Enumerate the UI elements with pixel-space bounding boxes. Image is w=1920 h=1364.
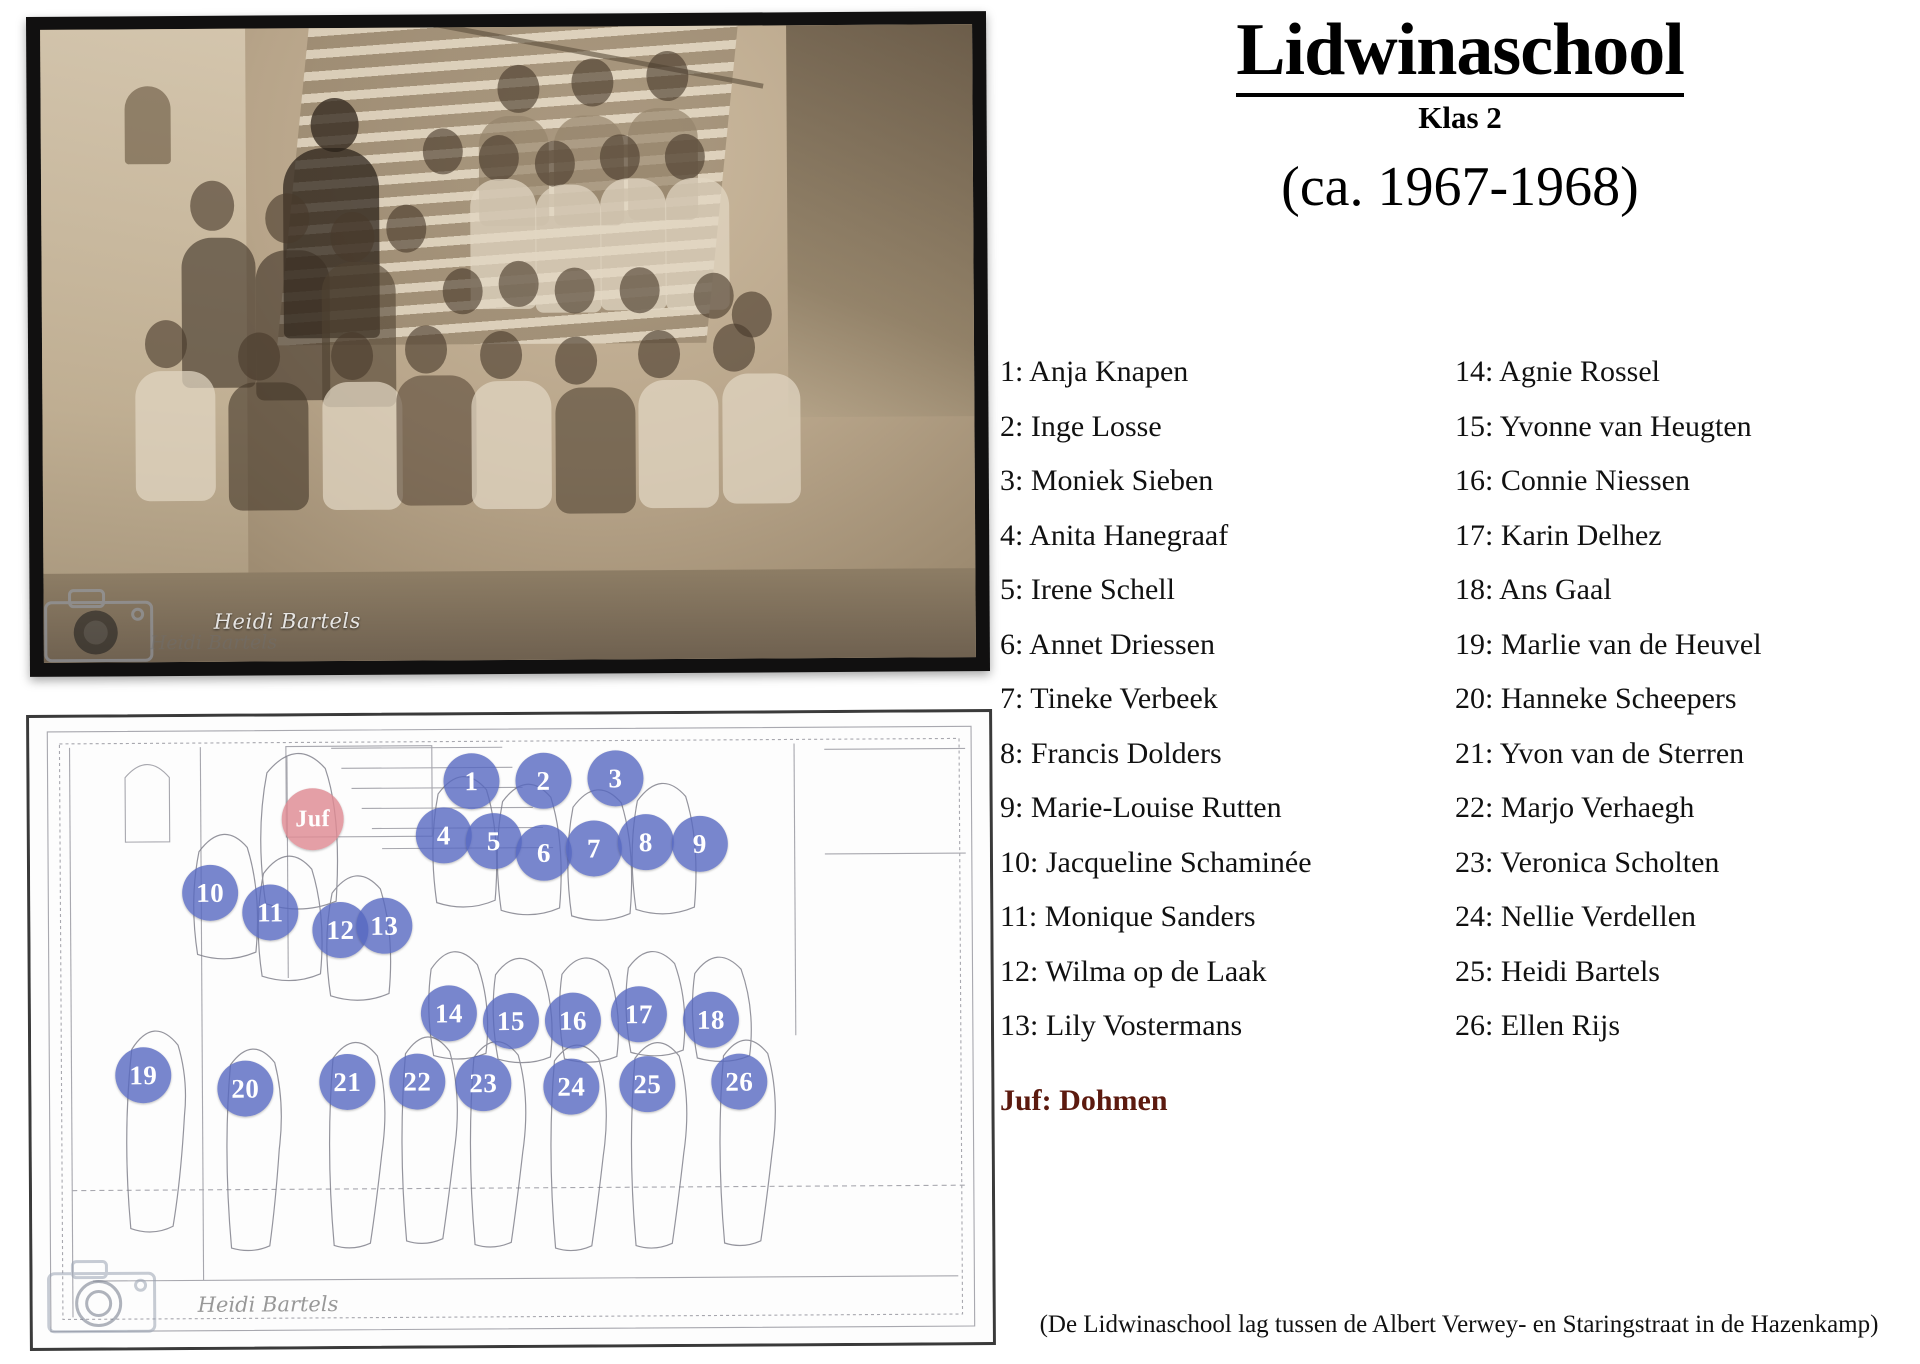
photo-child (554, 267, 594, 313)
sketch-marker-14[interactable] (421, 985, 477, 1041)
list-item: 2: Inge Losse (1000, 409, 1162, 443)
photo-child (396, 375, 477, 505)
list-item: 24: Nellie Verdellen (1455, 900, 1697, 933)
sketch-marker-3[interactable] (587, 750, 643, 806)
sketch-marker-15[interactable] (483, 993, 539, 1049)
list-item: 20: Hanneke Scheepers (1455, 682, 1737, 715)
photo-child (535, 141, 575, 187)
sketch-marker-juf[interactable] (282, 788, 344, 850)
photo-child (471, 381, 552, 509)
sketch-marker-13[interactable] (356, 898, 412, 954)
sketch-marker-label: 10 (196, 877, 225, 908)
sketch-marker-label: 12 (326, 914, 355, 945)
sketch-marker-label: 22 (403, 1065, 432, 1097)
photo-child (480, 331, 522, 379)
sketch-image (29, 712, 993, 1348)
sketch-marker-18[interactable] (683, 992, 739, 1048)
sketch-marker-22[interactable] (389, 1053, 445, 1109)
photo-signature: Heidi Bartels (213, 608, 361, 634)
list-item: 18: Ans Gaal (1455, 573, 1612, 606)
sketch-marker-label: 13 (370, 910, 399, 941)
sketch-marker-1[interactable] (443, 753, 499, 809)
sketch-marker-8[interactable] (618, 814, 674, 870)
sketch-marker-label: 17 (624, 998, 653, 1029)
photo-child (190, 181, 234, 231)
photo-child (479, 135, 519, 181)
teacher-name: Juf: Dohmen (1000, 1083, 1168, 1117)
photo-child (713, 323, 755, 371)
list-item: 19: Marlie van de Heuvel (1455, 627, 1762, 661)
photo-child (238, 332, 280, 380)
list-item: 5: Irene Schell (1000, 573, 1175, 606)
name-key-list (1000, 345, 1920, 1145)
photo-child (498, 261, 538, 307)
list-item: 7: Tineke Verbeek (1000, 682, 1218, 715)
sketch-marker-label: 7 (586, 832, 601, 864)
photo-child (330, 211, 374, 261)
sketch-marker-label: 20 (231, 1073, 260, 1104)
list-item: 3: Moniek Sieben (1000, 464, 1214, 497)
photo-child (331, 332, 373, 380)
list-item: 8: Francis Dolders (1000, 736, 1222, 770)
photo-child (386, 205, 426, 253)
page-title-text: Lidwinaschool (1236, 9, 1684, 97)
sketch-marker-6[interactable] (516, 825, 572, 881)
sketch-marker-label: 15 (496, 1005, 526, 1036)
list-item: 10: Jacqueline Schaminée (1000, 845, 1312, 879)
photo-child (600, 134, 640, 180)
sketch-marker-label: 23 (469, 1067, 498, 1098)
sketch-marker-2[interactable] (515, 753, 571, 809)
photo-child (665, 133, 705, 179)
list-item: 14: Agnie Rossel (1455, 355, 1661, 388)
sketch-marker-label: Juf (295, 805, 331, 832)
photo-child (265, 193, 309, 243)
list-item: 12: Wilma op de Laak (1000, 954, 1267, 988)
sketch-marker-label: 25 (633, 1068, 662, 1099)
page-subtitle: Klas 2 (1418, 100, 1502, 135)
sketch-marker-label: 21 (333, 1066, 362, 1097)
sketch-marker-4[interactable] (416, 807, 472, 863)
photo-child (322, 382, 403, 510)
sketch-marker-9[interactable] (672, 816, 728, 872)
photo-child (229, 383, 310, 511)
sketch-marker-label: 24 (557, 1071, 586, 1102)
list-item: 25: Heidi Bartels (1455, 954, 1660, 988)
list-item: 6: Annet Driessen (1000, 627, 1215, 661)
sketch-marker-24[interactable] (543, 1058, 599, 1114)
sketch-marker-16[interactable] (545, 992, 601, 1048)
numbered-key-diagram (26, 709, 996, 1351)
sketch-marker-label: 2 (536, 765, 551, 796)
sketch-marker-label: 9 (692, 828, 707, 859)
photo-wall-arch (124, 86, 170, 164)
photo-child (497, 65, 539, 113)
photo-watermark-text: Heidi Bartels (149, 631, 278, 655)
sketch-marker-label: 26 (725, 1066, 754, 1097)
list-item: 11: Monique Sanders (1000, 900, 1256, 933)
sketch-marker-label: 3 (608, 762, 623, 793)
sketch-marker-label: 8 (638, 826, 653, 857)
photo-dark-wall (786, 24, 975, 418)
name-column-right (1455, 345, 1920, 1054)
class-photograph (26, 11, 990, 677)
sketch-marker-label: 6 (536, 837, 552, 868)
list-item: 4: Anita Hanegraaf (1000, 518, 1229, 552)
page-years: (ca. 1967-1968) (1281, 156, 1639, 218)
sketch-marker-label: 5 (486, 825, 501, 856)
photo-child (646, 51, 688, 101)
list-item: 15: Yvonne van Heugten (1455, 409, 1752, 443)
sketch-marker-label: 11 (256, 896, 284, 928)
sketch-marker-5[interactable] (466, 813, 522, 869)
photo-child (619, 267, 659, 313)
photo-child (135, 371, 216, 501)
camera-watermark-icon (39, 578, 160, 671)
list-item: 9: Marie-Louise Rutten (1000, 791, 1282, 824)
list-item: 17: Karin Delhez (1455, 518, 1662, 552)
name-column-left (1000, 345, 1440, 1128)
sketch-marker-7[interactable] (566, 820, 622, 876)
sketch-marker-25[interactable] (619, 1056, 675, 1112)
photo-child (144, 320, 186, 368)
list-item: 22: Marjo Verhaegh (1455, 791, 1695, 824)
camera-watermark-icon (42, 1249, 163, 1342)
sketch-signature: Heidi Bartels (197, 1292, 339, 1317)
right-column (1000, 0, 1920, 1364)
sketch-marker-label: 16 (558, 1005, 588, 1036)
photo-teacher (311, 98, 359, 152)
photograph-image (40, 24, 976, 663)
sketch-marker-label: 1 (464, 765, 479, 796)
sketch-marker-17[interactable] (611, 986, 667, 1042)
photo-child (442, 268, 482, 314)
photo-child (723, 373, 802, 503)
sketch-marker-10[interactable] (182, 865, 238, 921)
footnote: (De Lidwinaschool lag tussen de Albert Verwey- en Staringstraat in de Hazenkamp) (1039, 1311, 1879, 1338)
photo-child (555, 387, 636, 513)
photo-child (571, 58, 613, 106)
sketch-marker-11[interactable] (242, 884, 298, 940)
sketch-marker-label: 4 (436, 819, 451, 850)
sketch-marker-20[interactable] (217, 1060, 273, 1116)
sketch-marker-label: 14 (434, 997, 463, 1028)
list-item: 13: Lily Vostermans (1000, 1009, 1243, 1042)
list-item: 26: Ellen Rijs (1455, 1009, 1620, 1042)
sketch-marker-19[interactable] (115, 1047, 171, 1103)
list-item: 1: Anja Knapen (1000, 355, 1189, 388)
sketch-marker-label: 19 (129, 1059, 158, 1090)
photo-child (639, 380, 720, 508)
sketch-marker-26[interactable] (711, 1053, 767, 1109)
list-item: 16: Connie Niessen (1455, 464, 1690, 497)
page-title (1000, 8, 1920, 93)
sketch-marker-23[interactable] (455, 1055, 511, 1111)
sketch-marker-21[interactable] (319, 1054, 375, 1110)
sketch-marker-label: 18 (696, 1004, 726, 1035)
photo-child (405, 325, 447, 373)
photo-child (555, 337, 597, 385)
list-item: 23: Veronica Scholten (1455, 845, 1720, 879)
list-item: 21: Yvon van de Sterren (1455, 736, 1745, 770)
